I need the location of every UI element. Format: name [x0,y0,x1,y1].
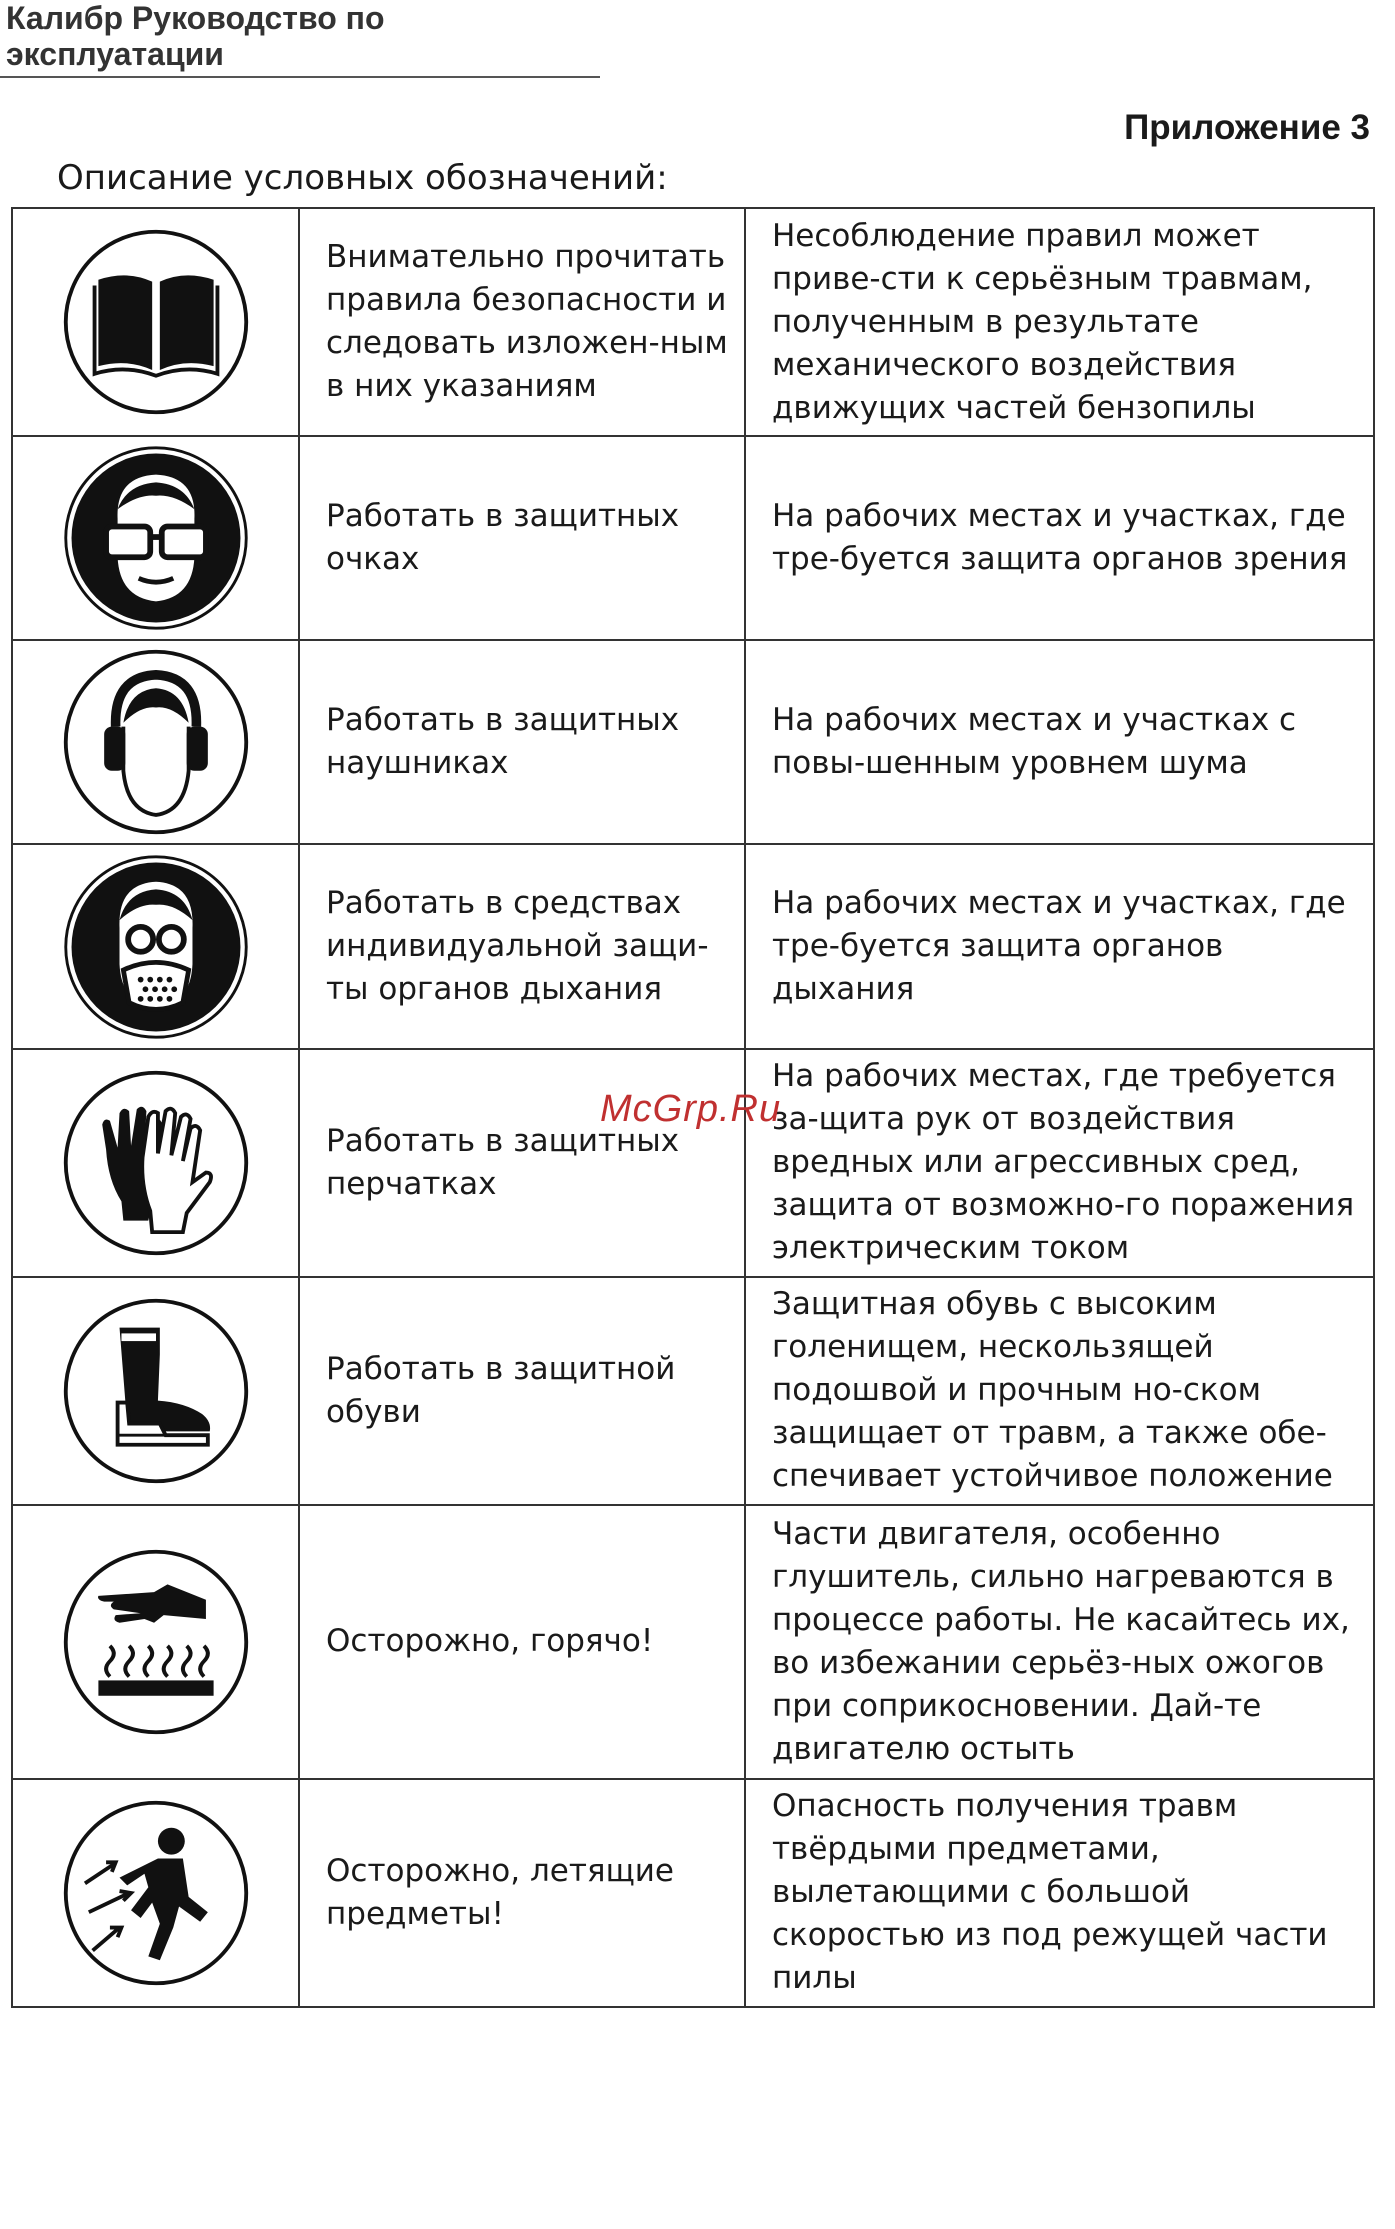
hot-surface-icon [60,1546,252,1738]
action-text: Работать в защитных перчатках [299,1049,745,1277]
gloves-icon [60,1067,252,1259]
action-text: Внимательно прочитать правила безопасности и следовать изложен-ным в них указаниям [299,208,745,436]
action-text: Работать в защитных наушниках [299,640,745,844]
table-row [12,844,1374,1048]
safety-goggles-icon [60,442,252,634]
table-row [12,1505,1374,1779]
action-text: Осторожно, летящие предметы! [299,1779,745,2007]
respirator-icon [60,851,252,1043]
icon-cell [12,436,299,640]
table-row [12,436,1374,640]
description-text: Опасность получения травм твёрдыми предметами, вылетающими с большой скоростью из под режущей части пилы [745,1779,1374,2007]
open-book-icon [60,226,252,418]
watermark-text: McGrp.Ru [600,1088,782,1130]
flying-objects-icon [60,1797,252,1989]
icon-cell [12,1779,299,2007]
description-text: На рабочих местах и участках с повы-шенным уровнем шума [745,640,1374,844]
description-text: На рабочих местах, где требуется за-щита рук от воздействия вредных или агрессивных сред, защита от возможно-го поражения электрическим током [745,1049,1374,1277]
appendix-label: Приложение 3 [1124,108,1370,147]
icon-cell [12,1505,299,1779]
action-text: Работать в средствах индивидуальной защи-ты органов дыхания [299,844,745,1048]
description-text: На рабочих местах и участках, где тре-буется защита органов зрения [745,436,1374,640]
table-row [12,208,1374,436]
ear-protection-icon [60,646,252,838]
icon-cell [12,208,299,436]
table-row [12,1049,1374,1277]
intro-heading: Описание условных обозначений: [57,158,668,198]
description-text: Части двигателя, особенно глушитель, сильно нагреваются в процессе работы. Не касайтесь их, во избежании серьёз-ных ожогов при соприкосновении. Дай-те двигателю остыть [745,1505,1374,1779]
icon-cell [12,640,299,844]
action-text: Работать в защитной обуви [299,1277,745,1505]
table-row [12,640,1374,844]
description-text: На рабочих местах и участках, где тре-буется защита органов дыхания [745,844,1374,1048]
icon-cell [12,844,299,1048]
action-text: Осторожно, горячо! [299,1505,745,1779]
table-row [12,1277,1374,1505]
table-row [12,1779,1374,2007]
description-text: Защитная обувь с высоким голенищем, нескользящей подошвой и прочным но-ском защищает от травм, а также обе-спечивает устойчивое положение [745,1277,1374,1505]
action-text: Работать в защитных очках [299,436,745,640]
icon-cell [12,1277,299,1505]
page-header [0,0,600,78]
document-title: Калибр Руководство по эксплуатации [0,0,600,78]
description-text: Несоблюдение правил может приве-сти к серьёзным травмам, полученным в результате механического воздействия движущих частей бензопилы [745,208,1374,436]
safety-boots-icon [60,1295,252,1487]
icon-cell [12,1049,299,1277]
